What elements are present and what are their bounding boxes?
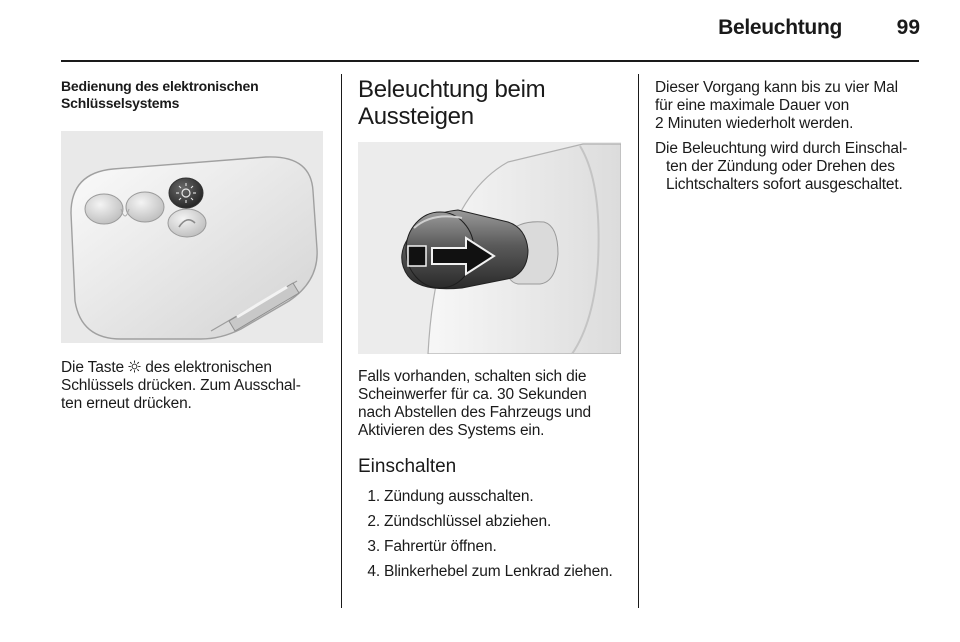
caption-text: Schlüssels drücken. Zum Ausschal- xyxy=(61,377,301,394)
heading-line: Aussteigen xyxy=(358,103,474,130)
list-item xyxy=(358,488,628,506)
paragraph-line: Die Beleuchtung wird durch Einschal- xyxy=(655,140,908,157)
steps-list xyxy=(358,488,628,581)
step-number: 1. xyxy=(367,488,380,505)
repeat-paragraph xyxy=(655,79,925,133)
column-divider-2 xyxy=(638,74,639,608)
heading-line: Beleuchtung beim xyxy=(358,76,546,103)
section-heading xyxy=(358,76,628,130)
paragraph-line: Scheinwerfer für ca. 30 Sekunden xyxy=(358,386,587,403)
turn-signal-lever-illustration xyxy=(358,142,621,354)
paragraph-line: ten der Zündung oder Drehen des xyxy=(666,158,895,175)
paragraph-line: 2 Minuten wiederholt werden. xyxy=(655,115,854,132)
page-number: 99 xyxy=(896,16,920,39)
subheading-line: Bedienung des elektronischen xyxy=(61,78,259,94)
step-text: Blinkerhebel zum Lenkrad ziehen. xyxy=(384,563,613,580)
column-2 xyxy=(358,74,628,588)
paragraph-line: nach Abstellen des Fahrzeugs und xyxy=(358,404,592,421)
page-header xyxy=(0,0,960,62)
switch-off-paragraph xyxy=(655,140,925,194)
caption-text: des elektronischen xyxy=(141,359,272,376)
paragraph-line: für eine maximale Dauer von xyxy=(655,97,850,114)
key-card-illustration xyxy=(61,131,323,343)
subheading-line: Schlüsselsystems xyxy=(61,95,180,111)
column-divider-1 xyxy=(341,74,342,608)
key-card-drawing xyxy=(61,131,323,343)
step-number: 4. xyxy=(367,563,380,580)
intro-paragraph xyxy=(358,368,628,440)
step-number: 3. xyxy=(367,538,380,555)
paragraph-line: Falls vorhanden, schalten sich die xyxy=(358,368,587,385)
column-3 xyxy=(655,74,925,194)
list-item xyxy=(358,563,628,581)
paragraph-line: Aktivieren des Systems ein. xyxy=(358,422,545,439)
caption-text: Die Taste xyxy=(61,359,129,376)
step-number: 2. xyxy=(367,513,380,530)
step-text: Zündung ausschalten. xyxy=(384,488,534,505)
paragraph-line: Lichtschalters sofort ausgeschaltet. xyxy=(666,176,903,193)
subheading-key-system xyxy=(61,78,326,112)
light-icon xyxy=(128,360,141,373)
list-item xyxy=(358,513,628,531)
paragraph-line: Dieser Vorgang kann bis zu vier Mal xyxy=(655,79,898,96)
header-rule xyxy=(61,60,919,62)
step-text: Zündschlüssel abziehen. xyxy=(384,513,552,530)
lever-drawing xyxy=(358,142,621,354)
key-instruction xyxy=(61,359,326,413)
subheading-einschalten: Einschalten xyxy=(358,456,457,477)
column-1 xyxy=(61,74,326,413)
header-title: Beleuchtung xyxy=(718,16,842,39)
step-text: Fahrertür öffnen. xyxy=(384,538,497,555)
caption-text: ten erneut drücken. xyxy=(61,395,192,412)
list-item xyxy=(358,538,628,556)
